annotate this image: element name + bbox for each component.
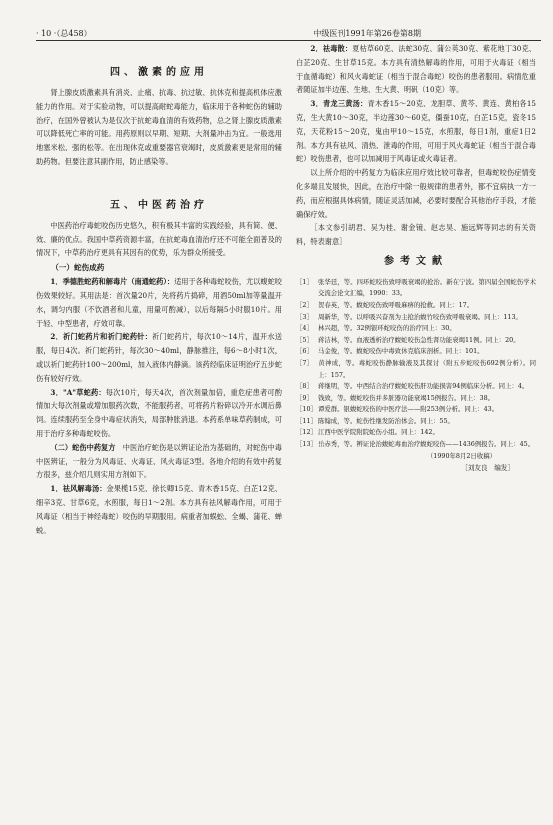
sub2-item-2: 2．祛毒散：夏枯草60克、法蛇30克、蒲公英30克、紫花地丁30克、白芷20克、生甘草15克。本方具有清热解毒的作用，可用于火毒证（相当于血循毒蛇）和风火毒蛇证（相当于混合毒蛇）咬伤的患者服用。病情危重者随证加半边莲、生地、生大黄、明矾（10克）等。	[296, 44, 536, 95]
reference-item: ［13］岳赤秀，等。辨证论治蝮蛇毒血治疗蝮蛇咬伤——1436例报告。同上：45。	[296, 440, 535, 449]
section-5-intro: 中医药治疗毒蛇咬伤历史悠久，积有极其丰富的实践经验，具有简、便、效、廉的优点。我国中草药资源丰富，在抗蛇毒血清治疗还不可能全面普及的情况下，中草药治疗更具有其因有的优势，乐为群众所接受。	[36, 220, 282, 258]
right-column	[296, 42, 536, 474]
subsection-1-heading: （一）蛇伤成药	[51, 263, 105, 273]
reference-item: ［9］ 钱致，等。蝮蛇咬伤并多脏器功能衰竭15例报告。同上：38。	[296, 393, 495, 402]
reference-item: ［10］谭爱群。银蝮蛇咬伤的中医疗法——附253例分析。同上：43。	[296, 405, 499, 414]
page-header	[36, 26, 541, 41]
acknowledgment: ［本文参引胡君、吴为桂、谢金镜、赵志昊、施远辉等同志的有关资料，特表谢意］	[296, 223, 536, 247]
reference-list	[296, 277, 536, 451]
page-number: · 10 ·（总458）	[36, 29, 92, 38]
reference-item: ［2］ 贺春英，等。蝮蛇咬伤致呼吸麻痹的抢救。同上：17。	[296, 300, 474, 309]
reference-item: ［1］ 张华廷，等。四环蛇咬伤致呼吸衰竭的抢治。新在宁波。第四届全国蛇伤学术交流会论文汇编，1990：33。	[296, 277, 536, 298]
reference-item: ［4］ 林兴超，等。32例银环蛇咬伤的治疗同上：30。	[296, 324, 456, 333]
reference-item: ［6］ 马金俊，等。蝮蛇咬伤中毒致休克临床剖析。同上：101。	[296, 347, 484, 356]
references-heading: 参考文献	[384, 255, 448, 267]
section-4-paragraph: 肾上腺皮质激素具有消炎、止痛、抗毒、抗过敏、抗休克和提高机体应激能力的作用。对于实验动物，可以提高耐蛇毒能力，临床用于各种蛇伤的辅助治疗，在国外曾被认为是仅次于抗蛇毒血清的有效药物，总之肾上腺皮质激素可以降低死亡率的可能。用药原则以早期、短期、大剂量冲击为宜。一般选用地塞米松、强的松等。在出现休克或重要器官衰竭时，皮质激素更是常用的辅助药物。但要注意其副作用，防止感染等。	[36, 88, 282, 166]
section-5-heading: 五、中医药治疗	[110, 199, 208, 211]
reference-item: ［8］ 蒋继明，等。中西结合治疗蝮蛇咬伤肝功能损害94例临床分析。同上：4。	[296, 382, 529, 391]
reference-item: ［3］ 周新华，等。以呼吸兴奋剂为主抢治蝮竹咬伤致呼吸衰竭。同上：113。	[296, 312, 522, 321]
sub1-item-3: 3．"A"草蛇药：每次10片，每天4次，首次剂量加倍，重危症患者可酌情加大每次剂量或增加服药次数，不能服药者，可将药片粉碎以冷开水调后鼻饲。连续服药至全身中毒症状消失，局部肿胀消退。本药系单味草药制成，可用于治疗多种毒蛇咬伤。	[36, 387, 282, 438]
received-date: （1990年8月2日收稿）	[426, 451, 496, 460]
sub1-item-1: 1．季德胜蛇药和解毒片（南通蛇药）：适用于各种毒蛇咬伤，尤以蝮蛇咬伤效果较好。其用法是：首次量20片，先将药片捣碎，用酒50ml加等量温开水，调匀内服（不饮酒者和儿童，用量可酌减），以后每隔5小时服10片。用于轻、中型患者，疗效可靠。	[36, 277, 282, 328]
section-4-heading: 四、激素的应用	[110, 67, 208, 78]
sub2-closing: 以上所介绍的中药复方为临床应用疗效比较可靠者，但毒蛇咬伤症情变化多端且发展快，因此，在治疗中除一般规律的患者外，都不宜病执一方一药，而应根据具体病情，随证灵活加减，必要时要配合其他治疗手段，才能确保疗效。	[296, 168, 536, 219]
reference-item: ［11］陈翰成，等。蛇伤性继发防治体会。同上：55。	[296, 416, 454, 425]
sub2-item-3: 3．青龙三黄汤：青木香15～20克、龙胆草、黄芩、黄连、黄柏各15克，生大黄10～30克，半边莲30～60克，僵蚕10克，白芷15克，瓷冬15克，天花粉15～20克，鬼由甲10～15克，水煎服，每日1剂，重症1日2剂。本方具有祛风、清热、泄毒的作用，可用于风火毒蛇证（相当于混合毒蛇）咬伤患者，也可以加减用于风毒证或火毒证者。	[296, 99, 536, 164]
sub2-intro: （二）蛇伤中药复方 中医治疗蛇伤是以辨证论治为基础的，对蛇伤中毒中医辨证，一般分为风毒证、火毒证、风火毒证3型。各地介绍的有效中药复方很多，兹介绍几则实用方剂如下。	[36, 442, 282, 480]
sub2-item-1: 1．祛风解毒汤：金果榄15克、徐长卿15克、青木香15克、白芷12克、细辛3克、甘草6克，水煎服，每日1～2剂。本方具有祛风解毒作用，可用于风毒证（相当于神经毒蛇）咬伤的早期服用。病重者加蜈蚣、全蝎、蒲花、蝉蜕。	[36, 484, 282, 535]
editor-credit: ［刘友良 编发］	[461, 464, 514, 473]
reference-item: ［5］ 蒋洁林，等。血液透析治疗蝮蛇咬伤急性肾功能衰竭11例。同上：20。	[296, 335, 520, 344]
sub1-item-2: 2．祈门蛇药片和祈门蛇药针：祈门蛇药片，每次10～14片，温开水送服，每日4次。祈门蛇药针，每次30～40ml，静脉推注，每6～8小时1次，或以祈门蛇药针100～200ml，加入液体内静滴。该药经临床证明治疗五步蛇伤有较好疗效。	[36, 332, 282, 383]
reference-item: ［7］ 黄神成，等。毒蛇咬伤静脉输液及其探讨（附五步蛇咬伤692例分析）。同上：157。	[296, 358, 536, 379]
reference-item: ［12］江西中医学院附院蛇伤小组。同上：142。	[296, 428, 439, 437]
left-column	[36, 42, 282, 537]
subsection-2-heading: （二）蛇伤中药复方	[50, 442, 116, 452]
journal-title: 中级医刊1991年第26卷第8期	[313, 29, 421, 38]
